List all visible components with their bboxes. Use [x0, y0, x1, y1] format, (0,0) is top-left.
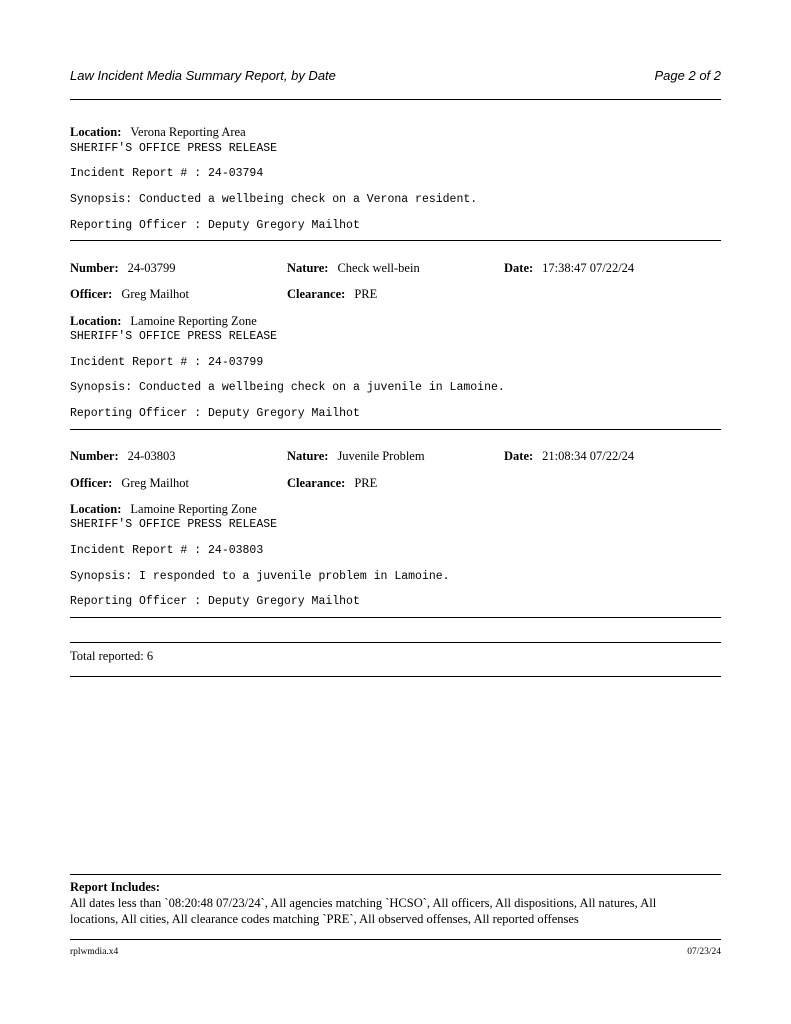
officer-value: Greg Mailhot	[121, 287, 190, 301]
date-value: 17:38:47 07/22/24	[542, 261, 635, 275]
reporting-officer-line: Reporting Officer : Deputy Gregory Mailhot	[70, 595, 360, 608]
date-value: 21:08:34 07/22/24	[542, 449, 635, 463]
location-label: Location:	[70, 502, 122, 516]
number-label: Number:	[70, 449, 119, 463]
report-code: rplwmdia.x4	[70, 947, 119, 957]
reporting-officer-line: Reporting Officer : Deputy Gregory Mailhot	[70, 407, 360, 420]
nature-line	[287, 261, 420, 276]
clearance-label: Clearance:	[287, 287, 346, 301]
report-includes	[70, 880, 721, 927]
incident-report-line: Incident Report # : 24-03803	[70, 544, 264, 557]
incident-number: 24-03799	[127, 261, 176, 275]
date-label: Date:	[504, 449, 534, 463]
press-release-line: SHERIFF'S OFFICE PRESS RELEASE	[70, 142, 278, 155]
location-line	[70, 125, 246, 140]
clearance-value: PRE	[354, 287, 378, 301]
synopsis-line: Synopsis: Conducted a wellbeing check on a juvenile in Lamoine.	[70, 381, 505, 394]
location-label: Location:	[70, 314, 122, 328]
incident-entry	[70, 449, 721, 639]
press-release-line: SHERIFF'S OFFICE PRESS RELEASE	[70, 330, 278, 343]
incident-report-line: Incident Report # : 24-03799	[70, 356, 264, 369]
report-includes-line: locations, All cities, All clearance codes matching `PRE`, All observed offenses, All reported offenses	[70, 912, 579, 926]
reporting-officer-line: Reporting Officer : Deputy Gregory Mailhot	[70, 219, 360, 232]
date-line	[504, 449, 634, 464]
officer-line	[70, 476, 189, 491]
date-line	[504, 261, 634, 276]
page-number: Page 2 of 2	[654, 68, 721, 83]
officer-value: Greg Mailhot	[121, 476, 190, 490]
incident-number-line	[70, 449, 176, 464]
nature-value: Check well-bein	[337, 261, 420, 275]
clearance-line	[287, 476, 377, 491]
total-reported: Total reported: 6	[70, 649, 154, 663]
report-includes-title: Report Includes:	[70, 880, 160, 894]
entry-divider	[70, 240, 721, 241]
clearance-label: Clearance:	[287, 476, 346, 490]
total-divider-bottom	[70, 676, 721, 677]
incident-report-line: Incident Report # : 24-03794	[70, 167, 264, 180]
officer-line	[70, 287, 189, 302]
officer-label: Officer:	[70, 287, 113, 301]
report-header	[70, 68, 721, 86]
header-divider	[70, 99, 721, 100]
incident-number-line	[70, 261, 176, 276]
report-page	[70, 0, 721, 1024]
footer-divider	[70, 939, 721, 940]
includes-divider-top	[70, 874, 721, 875]
incident-entry	[70, 261, 721, 451]
clearance-value: PRE	[354, 476, 378, 490]
nature-label: Nature:	[287, 261, 329, 275]
clearance-line	[287, 287, 377, 302]
number-label: Number:	[70, 261, 119, 275]
location-value: Lamoine Reporting Zone	[130, 314, 257, 328]
print-date: 07/23/24	[687, 947, 721, 957]
nature-label: Nature:	[287, 449, 329, 463]
officer-label: Officer:	[70, 476, 113, 490]
date-label: Date:	[504, 261, 534, 275]
location-line	[70, 314, 257, 329]
location-value: Lamoine Reporting Zone	[130, 502, 257, 516]
entry-divider	[70, 617, 721, 618]
location-label: Location:	[70, 125, 122, 139]
entry-divider	[70, 429, 721, 430]
nature-line	[287, 449, 425, 464]
location-line	[70, 502, 257, 517]
total-divider-top	[70, 642, 721, 643]
press-release-line: SHERIFF'S OFFICE PRESS RELEASE	[70, 518, 278, 531]
page-footer	[70, 947, 721, 961]
report-title: Law Incident Media Summary Report, by Date	[70, 68, 336, 83]
location-value: Verona Reporting Area	[130, 125, 246, 139]
report-includes-line: All dates less than `08:20:48 07/23/24`, All agencies matching `HCSO`, All officers, All dispositions, All natures, All	[70, 896, 657, 910]
synopsis-line: Synopsis: Conducted a wellbeing check on a Verona resident.	[70, 193, 478, 206]
incident-number: 24-03803	[127, 449, 176, 463]
nature-value: Juvenile Problem	[337, 449, 425, 463]
synopsis-line: Synopsis: I responded to a juvenile problem in Lamoine.	[70, 570, 450, 583]
